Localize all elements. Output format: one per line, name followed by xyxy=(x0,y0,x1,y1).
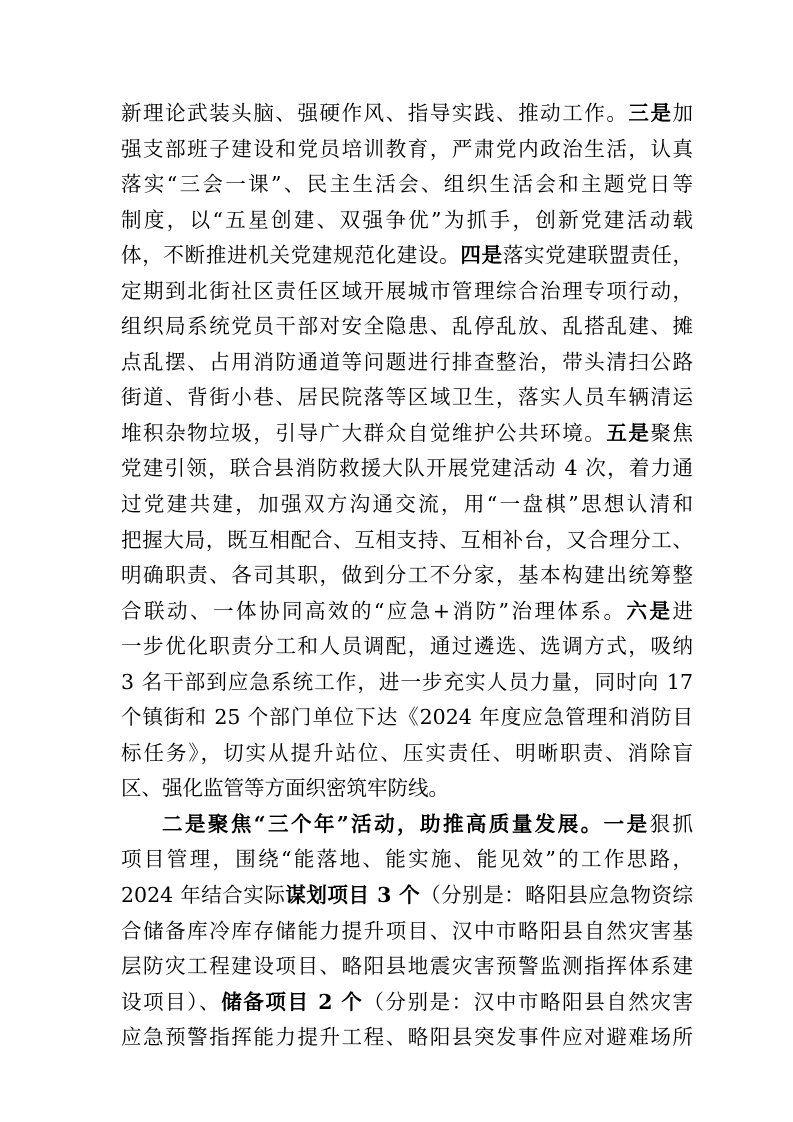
text-line xyxy=(121,700,693,736)
text-line xyxy=(121,487,693,523)
text-run: 党建引领，联合县消防救援大队开展党建活动 4 次，着力通 xyxy=(121,456,693,481)
text-run: 落实党建联盟责任， xyxy=(502,243,694,268)
text-run: 2024 年结合实际 xyxy=(121,883,286,908)
text-run: 合联动、一体协同高效的“应急+消防”治理体系。 xyxy=(121,598,627,623)
bold-text-run: 四是 xyxy=(460,243,503,268)
text-run: 组织局系统党员干部对安全隐患、乱停乱放、乱搭乱建、摊 xyxy=(121,314,693,339)
text-run: 强支部班子建设和党员培训教育，严肃党内政治生活，认真 xyxy=(121,136,693,161)
text-run: 过党建共建，加强双方沟通交流，用“一盘棋”思想认清和 xyxy=(121,492,693,517)
text-run: 进 xyxy=(672,598,694,623)
text-line xyxy=(121,878,693,914)
text-run: 把握大局，既互相配合、互相支持、互相补台，又合理分工、 xyxy=(121,527,693,552)
text-run: 加 xyxy=(672,101,694,125)
text-run: 一步优化职责分工和人员调配，通过遴选、选调方式，吸纳 xyxy=(121,634,693,659)
text-line xyxy=(121,451,693,487)
text-line xyxy=(121,274,693,310)
text-run: 个镇街和 25 个部门单位下达《2024 年度应急管理和消防目 xyxy=(121,705,693,730)
text-run: 项目管理，围绕“能落地、能实施、能见效”的工作思路， xyxy=(121,847,693,872)
bold-text-run: 谋划项目 3 个 xyxy=(285,883,421,908)
text-line xyxy=(121,238,693,274)
text-line xyxy=(121,985,693,1021)
bold-text-run: 储备项目 2 个 xyxy=(221,989,364,1014)
text-line xyxy=(121,167,693,203)
text-run: 3 名干部到应急系统工作，进一步充实人员力量，同时向 17 xyxy=(121,669,693,694)
text-run: 落实“三会一课”、民主生活会、组织生活会和主题党日等 xyxy=(121,172,693,197)
text-run: 街道、背街小巷、居民院落等区域卫生，落实人员车辆清运 xyxy=(121,385,693,410)
text-line xyxy=(121,771,693,807)
bold-text-run: 三是 xyxy=(628,101,673,125)
text-run: 标任务》，切实从提升站位、压实责任、明晰职责、消除盲 xyxy=(121,740,693,765)
text-line xyxy=(121,949,693,985)
text-line xyxy=(121,203,693,239)
text-line xyxy=(121,1020,693,1056)
text-run: 区、强化监管等方面织密筑牢防线。 xyxy=(121,776,449,801)
text-line xyxy=(121,736,693,772)
text-line xyxy=(121,132,693,168)
text-run: 应急预警指挥能力提升工程、略阳县突发事件应对避难场所 xyxy=(121,1025,693,1050)
text-run: 设项目）、 xyxy=(121,989,222,1014)
text-run: 聚焦 xyxy=(650,420,694,445)
text-line xyxy=(121,96,693,132)
text-run: 新理论武装头脑、强硬作风、指导实践、推动工作。 xyxy=(121,101,629,125)
text-run: （分别是：汉中市略阳县自然灾害 xyxy=(363,989,694,1014)
text-run: （分别是：略阳县应急物资综 xyxy=(420,883,694,908)
bold-text-run: 二是聚焦“三个年”活动，助推高质量发展。 xyxy=(162,811,604,836)
text-line xyxy=(121,558,693,594)
bold-text-run: 六是 xyxy=(626,598,673,623)
text-line xyxy=(121,345,693,381)
text-run: 堆积杂物垃圾，引导广大群众自觉维护公共环境。 xyxy=(121,420,607,445)
bold-text-run: 五是 xyxy=(606,420,651,445)
text-line xyxy=(121,380,693,416)
text-run: 制度，以“五星创建、双强争优”为抓手，创新党建活动载 xyxy=(121,207,693,232)
text-line xyxy=(121,594,693,630)
text-line xyxy=(121,629,693,665)
body-text xyxy=(121,96,693,1056)
text-run: 狠抓 xyxy=(649,811,693,836)
text-line xyxy=(121,309,693,345)
text-run: 定期到北街社区责任区域开展城市管理综合治理专项行动， xyxy=(121,278,693,303)
text-run: 点乱摆、占用消防通道等问题进行排查整治，带头清扫公路 xyxy=(121,349,693,374)
text-line xyxy=(121,665,693,701)
bold-text-run: 一是 xyxy=(603,811,650,836)
text-line xyxy=(121,914,693,950)
text-line xyxy=(121,416,693,452)
text-line xyxy=(121,842,693,878)
paragraph-first-line xyxy=(121,807,693,843)
text-run: 明确职责、各司其职，做到分工不分家，基本构建出统筹整 xyxy=(121,563,693,588)
text-line xyxy=(121,523,693,559)
text-run: 合储备库冷库存储能力提升项目、汉中市略阳县自然灾害基 xyxy=(121,918,693,943)
text-run: 体，不断推进机关党建规范化建设。 xyxy=(121,243,461,268)
text-run: 层防灾工程建设项目、略阳县地震灾害预警监测指挥体系建 xyxy=(121,954,693,979)
